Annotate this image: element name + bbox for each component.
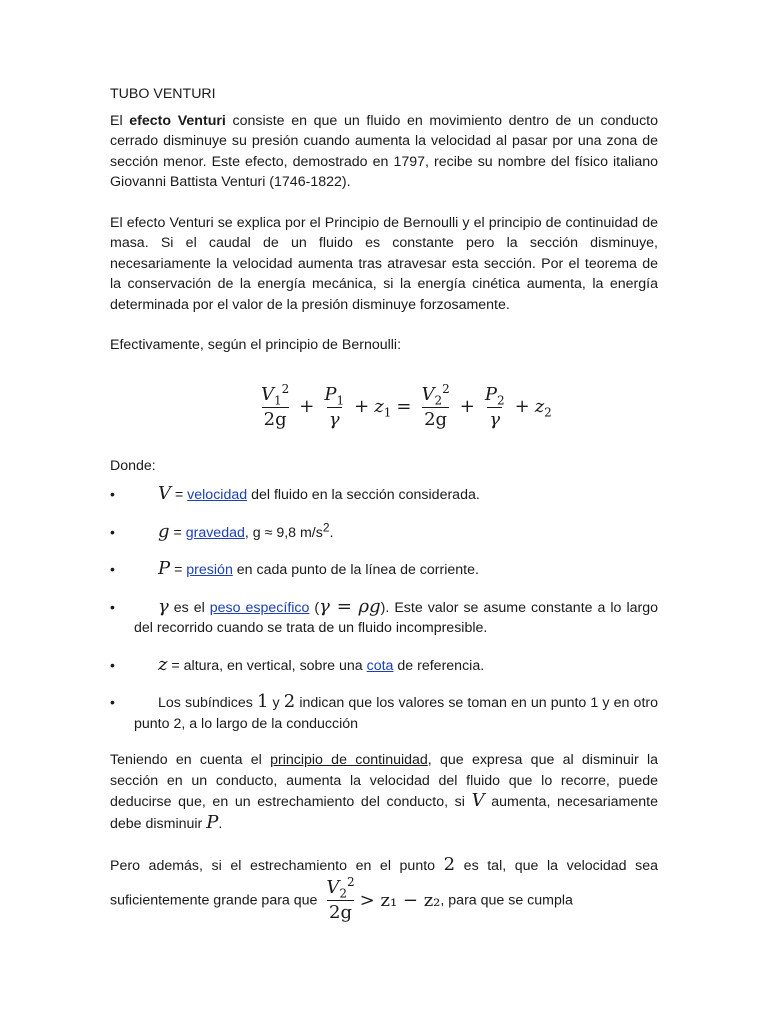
page-title: TUBO VENTURI — [110, 86, 216, 102]
inequality-formula: $\frac{V_2^2}{2g}$ > z₁ − z₂ — [326, 875, 441, 923]
intro-paragraph — [110, 111, 658, 193]
eq-z1: $z_1$ — [374, 395, 392, 420]
narrowing-paragraph: Pero además, si el estrechamiento en el punto 2 es tal, que la velocidad sea suficientemente grande para que $\frac{V_2^2}{2g}$ > z₁ − z₂ , para que se cumpla — [110, 854, 659, 923]
document-page — [110, 84, 658, 924]
continuity-link[interactable]: principio de continuidad — [270, 752, 428, 768]
intro-rest: consiste en que un fluido en movimiento dentro de un conducto cerrado disminuye su presión cuando aumenta la velocidad al pasar por una zona de sección menor. Este efecto, demostrado en 1797, recibe su nombre del físico italiano Giovanni Battista Venturi (1746-1822). — [110, 112, 658, 190]
donde-label: Donde: — [110, 457, 156, 474]
list-item: • P = presión en cada punto de la línea de corriente. — [110, 558, 479, 579]
intro-lead: El — [110, 112, 130, 129]
list-item: • g = gravedad, g ≈ 9,8 $m/s^2$. — [110, 519, 334, 542]
eq-z2: $z_2$ — [534, 395, 552, 420]
eq-frac-p1: $\frac{P_1}{\gamma}$ — [324, 383, 345, 430]
definitions-list — [110, 484, 658, 734]
intro-bold-term: efecto Venturi — [129, 112, 226, 129]
link-peso-especifico[interactable]: peso específico — [209, 599, 310, 616]
eq-frac-v1: $\frac{V_1^2}{2g}$ — [261, 381, 290, 430]
link-cota[interactable]: cota — [366, 657, 394, 674]
list-item: • V = velocidad del fluido en la sección considerada. — [110, 483, 480, 504]
bernoulli-intro: Efectivamente, según el principio de Bernoulli: — [110, 337, 402, 353]
bernoulli-paragraph: El efecto Venturi se explica por el Principio de Bernoulli y el principio de continuidad de masa. Si el caudal de un fluido es constante pero la sección disminuye, necesariamente la velocidad aumenta tras atravesar esta sección. Por el teorema de la conservación de la energía mecánica, si la energía cinética aumenta, la energía determinada por el valor de la presión disminuye forzosamente. — [110, 214, 658, 313]
link-velocidad[interactable]: velocidad — [187, 487, 248, 503]
link-presion[interactable]: presión — [186, 562, 233, 578]
list-item: • z = altura, en vertical, sobre una cota de referencia. — [110, 653, 485, 675]
eq-frac-p2: $\frac{P_2}{\gamma}$ — [484, 383, 505, 430]
continuity-paragraph: Teniendo en cuenta el principio de continuidad, que expresa que al disminuir la sección en un conducto, aumenta la velocidad del fluido que lo recorre, puede deducirse que, en un estrechamiento del conducto, si V aumenta, necesariamente debe disminuir P. — [110, 752, 658, 833]
eq-frac-v2: $\frac{V_2^2}{2g}$ — [421, 381, 450, 430]
link-gravedad[interactable]: gravedad — [185, 524, 245, 541]
bernoulli-equation: $\frac{V_1^2}{2g}$ + $\frac{P_1}{\gamma}$ + $z_1$ = $\frac{V_2^2}{2g}$ + $\frac{P_2}{\gamma}$ + $z_2$ — [261, 381, 552, 430]
list-item: • Los subíndices 1 y 2 indican que los valores se toman en un punto 1 y en otro punto 2, a lo largo de la conducción — [110, 691, 658, 732]
list-item: • γ es el peso específico (γ = ρg). Este valor se asume constante a lo largo del recorrido cuando se trata de un fluido incompresible. — [110, 595, 658, 636]
